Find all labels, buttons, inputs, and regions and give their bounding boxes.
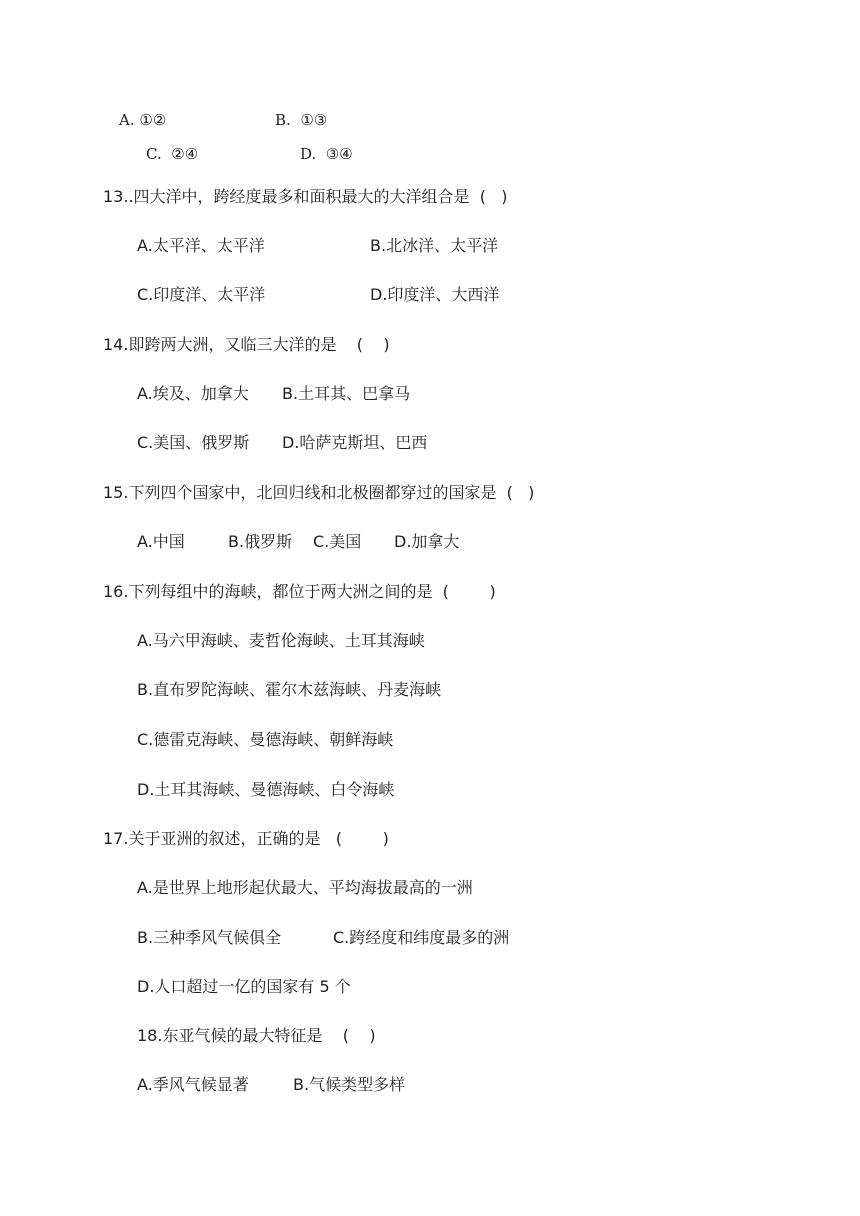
- q12-option-b: B. ①③: [275, 111, 328, 129]
- q14-option-d: D.哈萨克斯坦、巴西: [282, 433, 428, 452]
- q17-option-a: A.是世界上地形起伏最大、平均海拔最高的一洲: [137, 878, 473, 897]
- q12-option-d: D. ③④: [300, 145, 353, 163]
- q16-stem: 16.下列每组中的海峡，都位于两大洲之间的是 ( ): [103, 582, 496, 601]
- q18-option-b: B.气候类型多样: [293, 1075, 406, 1094]
- q15-option-c: C.美国: [313, 532, 362, 551]
- q12-option-a: A. ①②: [119, 111, 167, 129]
- q14-option-b: B.土耳其、巴拿马: [282, 384, 411, 403]
- q13-option-d: D.印度洋、大西洋: [370, 285, 500, 304]
- q12-option-c: C. ②④: [146, 145, 199, 163]
- q13-option-c: C.印度洋、太平洋: [137, 285, 266, 304]
- q13-option-b: B.北冰洋、太平洋: [370, 236, 499, 255]
- q18-stem: 18.东亚气候的最大特征是 ( ): [137, 1026, 376, 1045]
- q18-option-a: A.季风气候显著: [137, 1075, 249, 1094]
- q16-option-c: C.德雷克海峡、曼德海峡、朝鲜海峡: [137, 730, 394, 749]
- q17-stem: 17.关于亚洲的叙述，正确的是 ( ): [103, 829, 389, 848]
- q17-option-c: C.跨经度和纬度最多的洲: [333, 928, 510, 947]
- q13-stem: 13..四大洋中，跨经度最多和面积最大的大洋组合是 ( ): [103, 187, 508, 206]
- q14-stem: 14.即跨两大洲，又临三大洋的是 ( ): [103, 335, 390, 354]
- q16-option-a: A.马六甲海峡、麦哲伦海峡、土耳其海峡: [137, 631, 425, 650]
- q16-option-d: D.土耳其海峡、曼德海峡、白令海峡: [137, 780, 395, 799]
- q15-stem: 15.下列四个国家中，北回归线和北极圈都穿过的国家是 ( ): [103, 483, 535, 502]
- q14-option-c: C.美国、俄罗斯: [137, 433, 250, 452]
- q15-option-a: A.中国: [137, 532, 185, 551]
- q16-option-b: B.直布罗陀海峡、霍尔木兹海峡、丹麦海峡: [137, 680, 442, 699]
- q15-option-b: B.俄罗斯: [228, 532, 293, 551]
- q14-option-a: A.埃及、加拿大: [137, 384, 249, 403]
- q17-option-b: B.三种季风气候俱全: [137, 928, 282, 947]
- q15-option-d: D.加拿大: [394, 532, 460, 551]
- q17-option-d: D.人口超过一亿的国家有 5 个: [137, 977, 351, 996]
- q13-option-a: A.太平洋、太平洋: [137, 236, 265, 255]
